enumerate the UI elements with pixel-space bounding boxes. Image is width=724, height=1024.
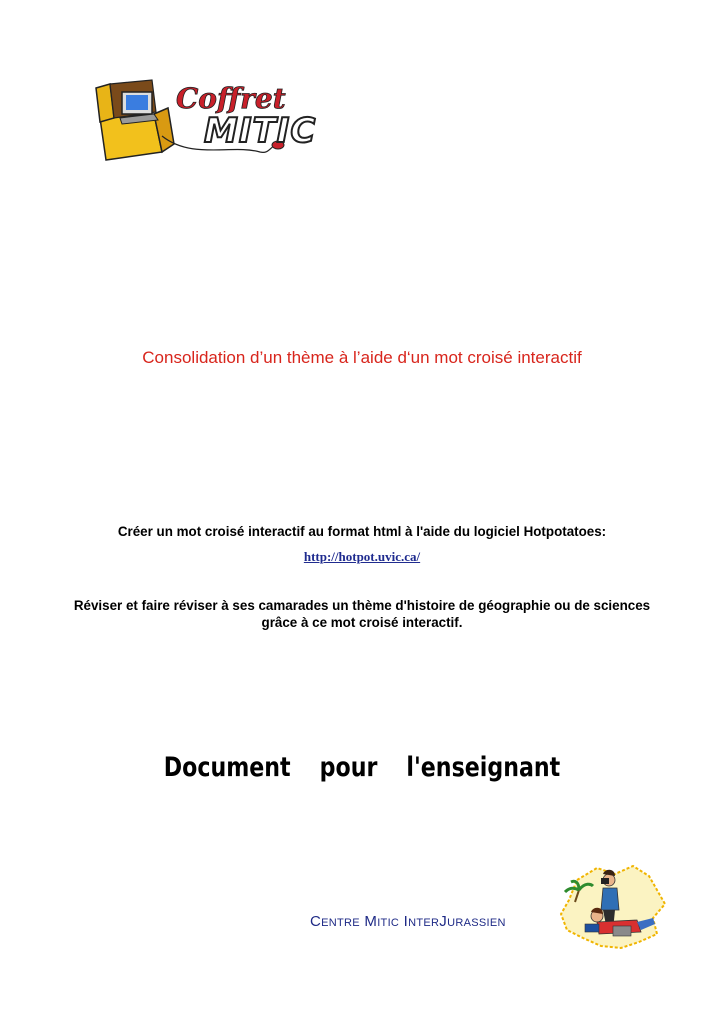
centre-mitic-interjurassien (310, 913, 506, 930)
description-text: Réviser et faire réviser à ses camarades un thème d'histoire de géographie ou de sciences grâce à ce mot croisé interactif. (73, 598, 651, 630)
hotpotatoes-link-container (0, 549, 724, 565)
centre-part-2-small: ITIC (377, 917, 400, 929)
centre-part-1-big: C (310, 913, 322, 930)
centre-part-3-small: NTER (408, 917, 440, 929)
coffret-mitic-chest-computer-logo-icon (92, 78, 348, 170)
document-subtitle: Consolidation d’un thème à l’aide d‘un mot croisé interactif (142, 348, 582, 367)
centre-part-1-small: ENTRE (321, 917, 360, 929)
centre-part-2-big: M (364, 913, 378, 930)
logo-coffret-text: Coffret (176, 82, 286, 115)
coffret-mitic-logo (92, 78, 348, 170)
logo-mitic-text: MITIC (204, 111, 317, 151)
jura-map-logo (557, 860, 669, 952)
hotpotatoes-link[interactable]: http://hotpot.uvic.ca/ (303, 549, 421, 564)
document-title: Document pour l'enseignant (163, 752, 561, 783)
centre-part-4-small: URASSIEN (447, 917, 506, 929)
centre-part-3-big: I (403, 913, 409, 930)
jura-map-with-children-icon (557, 860, 669, 952)
intro-text: Créer un mot croisé interactif au format html à l'aide du logiciel Hotpotatoes: (117, 524, 607, 539)
centre-part-4-big: J (439, 913, 448, 930)
